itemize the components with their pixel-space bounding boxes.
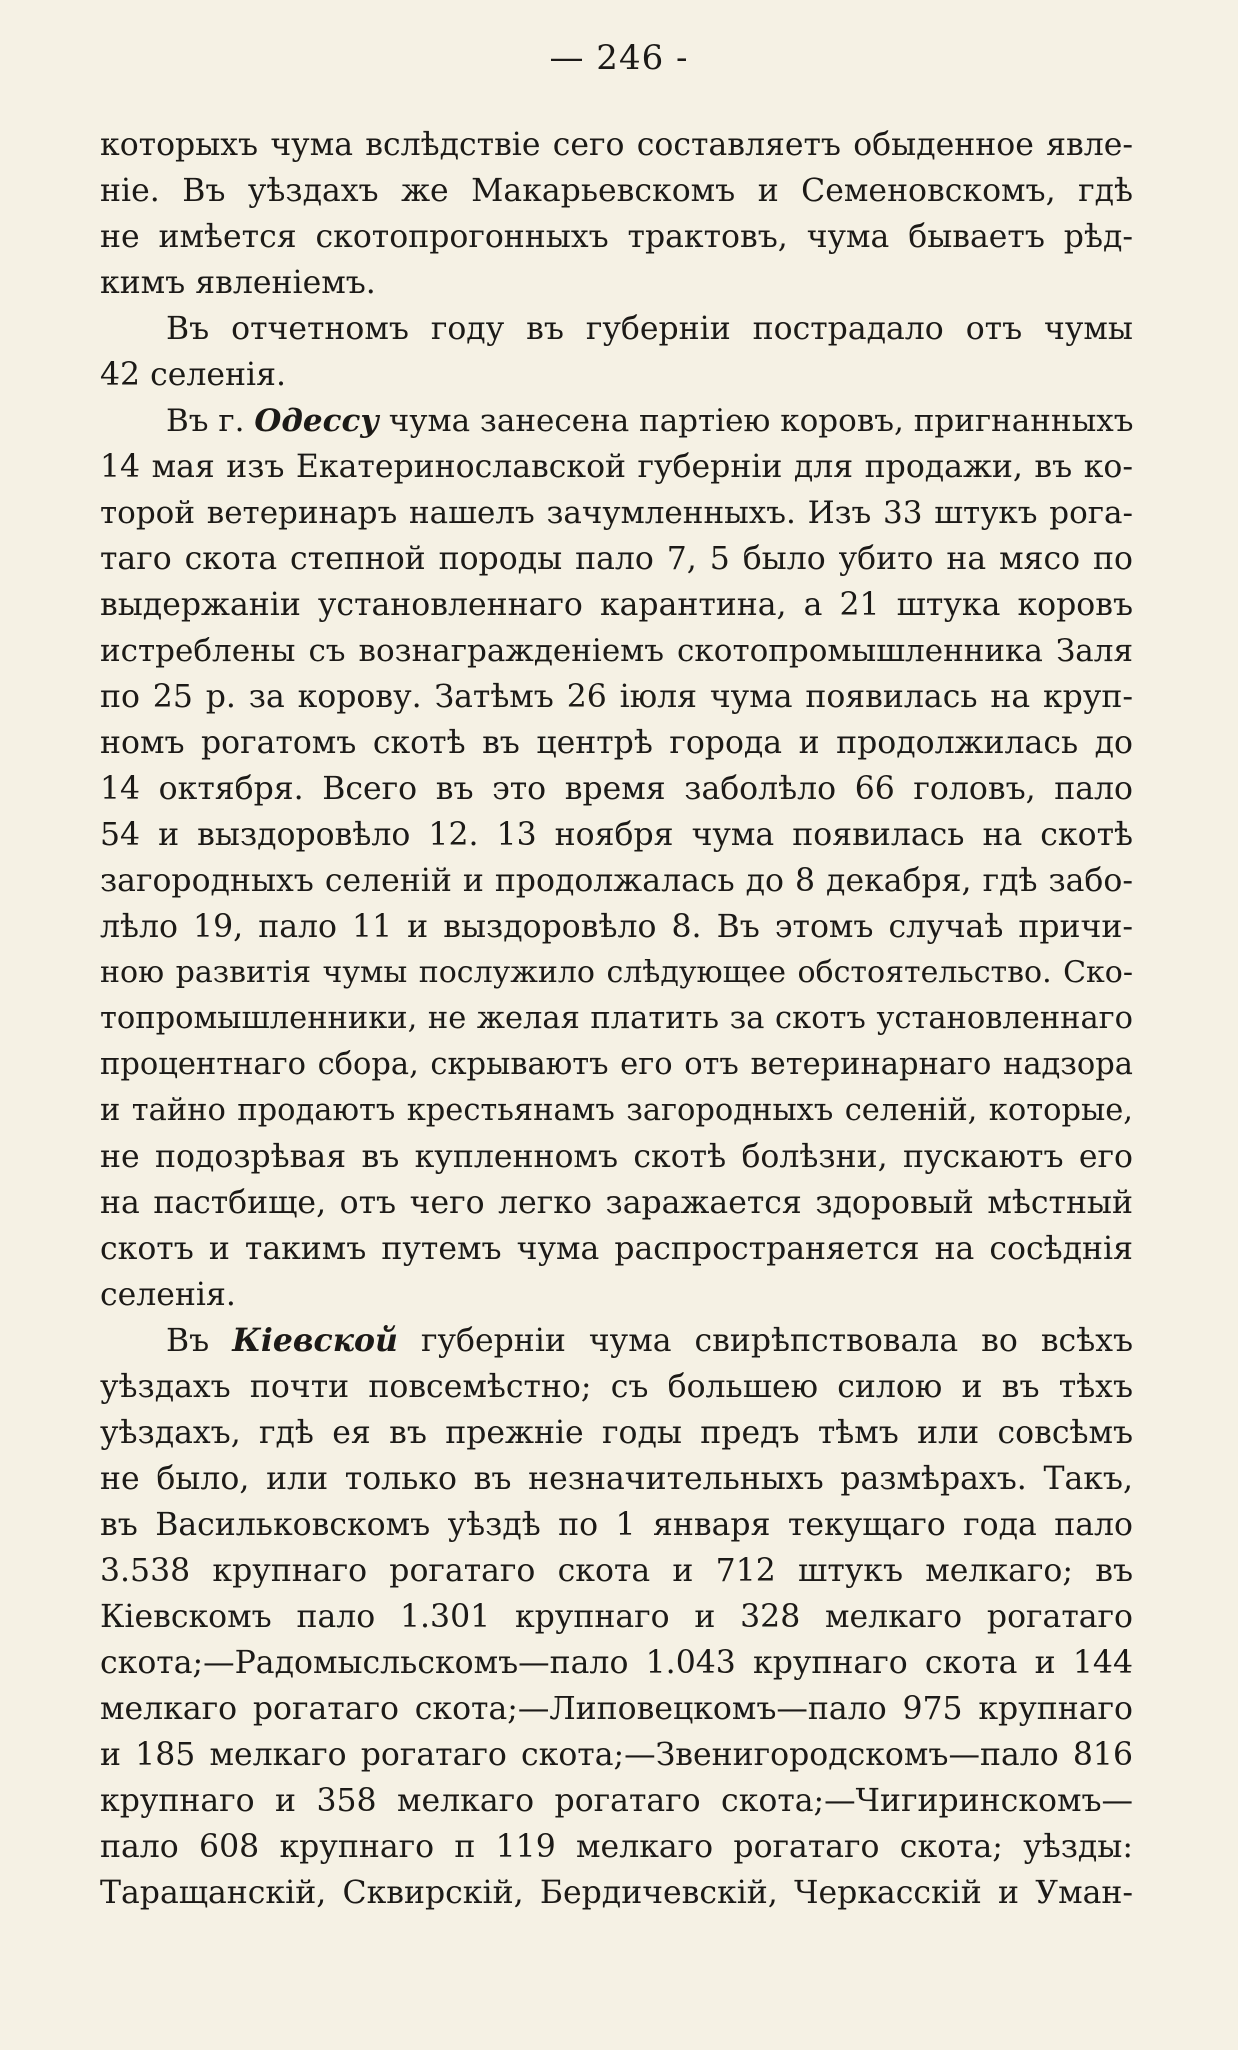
text-line: 14 октября. Всего въ это время заболѣло 66 головъ, пало: [100, 771, 1133, 807]
text-line: пало 608 крупнаго п 119 мелкаго рогатаго скота; уѣзды:: [100, 1829, 1133, 1865]
text-line: выдержаніи установленнаго карантина, а 21 штука коровъ: [100, 587, 1133, 623]
text-line: 42 селенія.: [100, 357, 286, 393]
text-line: крупнаго и 358 мелкаго рогатаго скота;—Чигиринскомъ—: [100, 1783, 1133, 1819]
text-line: мелкаго рогатаго скота;—Липовецкомъ—пало 975 крупнаго: [100, 1691, 1133, 1727]
text-line: [100, 1318, 1133, 1364]
text-line: скота;—Радомысльскомъ—пало 1.043 крупнаго скота и 144: [100, 1645, 1133, 1681]
text-line: не подозрѣвая въ купленномъ скотѣ болѣзни, пускаютъ его: [100, 1139, 1133, 1175]
text-line: ною развитія чумы послужило слѣдующее обстоятельство. Ско-: [100, 955, 1133, 990]
text-line: которыхъ чума вслѣдствіе сего составляетъ обыденное явле-: [100, 127, 1133, 163]
text-line: Въ отчетномъ году въ губерніи пострадало отъ чумы: [166, 311, 1133, 347]
text-run: Въ г.: [166, 403, 255, 439]
text-line: въ Васильковскомъ уѣздѣ по 1 января текущаго года пало: [100, 1507, 1133, 1543]
text-line: [100, 398, 1133, 444]
page-number: — 246 -: [549, 38, 689, 78]
text-line: Таращанскій, Сквирскій, Бердичевскій, Черкасскій и Уман-: [100, 1875, 1133, 1911]
text-line: скотъ и такимъ путемъ чума распространяется на сосѣднія: [100, 1231, 1133, 1267]
text-run: губерніи чума свирѣпствовала во всѣхъ: [397, 1323, 1133, 1359]
text-line: топромышленники, не желая платить за скотъ установленнаго: [100, 1001, 1133, 1036]
text-line: и 185 мелкаго рогатаго скота;—Звенигородскомъ—пало 816: [100, 1737, 1133, 1773]
text-line: селенія.: [100, 1277, 236, 1313]
text-line: и тайно продаютъ крестьянамъ загородныхъ селеній, которые,: [100, 1093, 1133, 1128]
text-run: Въ: [166, 1323, 233, 1359]
text-line: процентнаго сбора, скрываютъ его отъ ветеринарнаго надзора: [100, 1047, 1133, 1082]
text-line: на пастбище, отъ чего легко заражается здоровый мѣстный: [100, 1185, 1133, 1221]
text-line: Кіевскомъ пало 1.301 крупнаго и 328 мелкаго рогатаго: [100, 1599, 1133, 1635]
text-line: номъ рогатомъ скотѣ въ центрѣ города и продолжилась до: [100, 725, 1133, 761]
text-line: кимъ явленіемъ.: [100, 265, 376, 301]
text-line: загородныхъ селеній и продолжалась до 8 декабря, гдѣ забо-: [100, 863, 1133, 899]
place-name-emphasis: Кіевской: [232, 1322, 398, 1359]
text-line: по 25 р. за корову. Затѣмъ 26 іюля чума появилась на круп-: [100, 679, 1133, 715]
text-line: уѣздахъ почти повсемѣстно; съ большею силою и въ тѣхъ: [100, 1369, 1133, 1405]
text-line: не имѣется скотопрогонныхъ трактовъ, чума бываетъ рѣд-: [100, 219, 1133, 255]
text-line: лѣло 19, пало 11 и выздоровѣло 8. Въ этомъ случаѣ причи-: [100, 909, 1133, 945]
text-line: 54 и выздоровѣло 12. 13 ноября чума появилась на скотѣ: [100, 817, 1133, 853]
text-line: 14 мая изъ Екатеринославской губерніи для продажи, въ ко-: [100, 449, 1133, 485]
text-line: торой ветеринаръ нашелъ зачумленныхъ. Изъ 33 штукъ рога-: [100, 495, 1133, 531]
text-line: не было, или только въ незначительныхъ размѣрахъ. Такъ,: [100, 1461, 1133, 1497]
text-line: истреблены съ вознагражденіемъ скотопромышленника Заля: [100, 633, 1133, 669]
text-line: 3.538 крупнаго рогатаго скота и 712 штукъ мелкаго; въ: [100, 1553, 1133, 1589]
text-line: таго скота степной породы пало 7, 5 было убито на мясо по: [100, 541, 1133, 577]
text-line: ніе. Въ уѣздахъ же Макарьевскомъ и Семеновскомъ, гдѣ: [100, 173, 1133, 209]
text-run: чума занесена партіею коровъ, пригнанныхъ: [378, 403, 1133, 439]
text-line: уѣздахъ, гдѣ ея въ прежніе годы предъ тѣмъ или совсѣмъ: [100, 1415, 1133, 1451]
body-text: [100, 122, 1133, 1916]
place-name-emphasis: Одессу: [254, 403, 379, 439]
